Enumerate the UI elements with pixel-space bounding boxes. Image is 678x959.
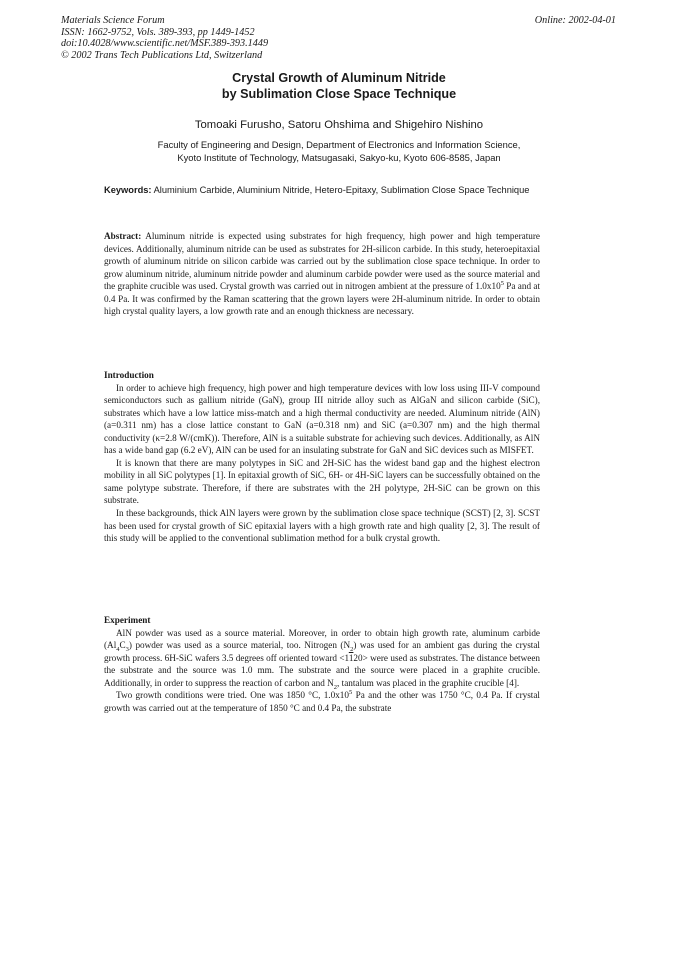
- keywords: [104, 184, 540, 196]
- introduction-paragraph-3: In these backgrounds, thick AlN layers were grown by the sublimation close space technique (SCST) [2, 3]. SCST has been used for crystal growth of SiC epitaxial layers with a high growth rate and high quality [2, 3]. The result of this study will be applied to the conventional sublimation method for a bulk crystal growth.: [104, 508, 540, 544]
- abstract-label: Abstract:: [104, 231, 142, 241]
- online-date: Online: 2002-04-01: [534, 15, 616, 26]
- author-list: Tomoaki Furusho, Satoru Ohshima and Shigehiro Nishino: [194, 119, 484, 131]
- abstract-paragraph: Abstract: Aluminum nitride is expected using substrates for high frequency, high power and high temperature devices. Additionally, aluminum nitride can be used as substrates for 2H-silicon carbide. In this study, heteroepitaxial growth of aluminum nitride on silicon carbide was carried out by the sublimation close space technique. In order to grow aluminum nitride, aluminum nitride powder and aluminum carbide powder were used as the source material and the graphite crucible was used. Crystal growth was carried out in nitrogen ambient at the pressure of $1.0x10^5$ Pa and at 0.4 Pa. It was confirmed by the Raman scattering that the grown layers were 2H-aluminum nitride. In order to obtain high crystal quality layers, a low growth rate and an enough thickness are necessary.: [104, 231, 540, 317]
- affiliation-line-2: Kyoto Institute of Technology, Matsugasaki, Sakyo-ku, Kyoto 606-8585, Japan: [177, 151, 501, 163]
- title-line-1: Crystal Growth of Aluminum Nitride: [232, 71, 446, 85]
- experiment-paragraph-1: AlN powder was used as a source material. Moreover, in order to obtain high growth rate, aluminum carbide $(Al_4C_3)$ powder was used as a source material, too. Nitrogen $(N_2)$ was used for an ambient gas during the crystal growth process. 6H-SiC wafers 3.5 degrees off oriented toward <1120> were used as substrates. The distance between the substrate and the source was 1.0 mm. The substrate and the source were placed in a graphite crucible. Additionally, in order to suppress the reaction of carbon and $N_2$, tantalum was placed in the graphite crucible [4].: [104, 627, 540, 691]
- issn-line: ISSN: 1662-9752, Vols. 389-393, pp 1449-1452: [61, 26, 255, 38]
- keywords-text: Aluminium Carbide, Aluminium Nitride, Hetero-Epitaxy, Sublimation Close Space Technique: [153, 185, 530, 195]
- affiliation-line-1: Faculty of Engineering and Design, Department of Electronics and Information Science,: [157, 139, 521, 150]
- title-line-2: by Sublimation Close Space Technique: [221, 86, 457, 101]
- experiment-heading: Experiment: [104, 615, 151, 625]
- paper-title: [0, 71, 678, 102]
- keywords-label: Keywords:: [104, 185, 152, 195]
- experiment-paragraph-2: Two growth conditions were tried. One was 1850 °C, $1.0x10^5$ Pa and the other was 1750 °C, 0.4 Pa. If crystal growth was carried out at the temperature of 1850 °C and 0.4 Pa, the substrate: [104, 689, 540, 713]
- publication-header: [61, 15, 268, 61]
- doi-link[interactable]: doi:10.4028/www.scientific.net/MSF.389-393.1449: [61, 38, 269, 50]
- copyright-line: © 2002 Trans Tech Publications Ltd, Switzerland: [61, 49, 263, 61]
- introduction-heading: Introduction: [104, 370, 154, 380]
- experiment-section: [104, 614, 540, 714]
- journal-name: Materials Science Forum: [61, 15, 165, 26]
- affiliation: [0, 139, 678, 164]
- introduction-paragraph-2: It is known that there are many polytypes in SiC and 2H-SiC has the widest band gap and the highest electron mobility in all SiC polytypes [1]. In epitaxial growth of SiC, 6H- or 4H-SiC layers can be successfully obtained on the same polytype substrate. Therefore, if there are substrates with the 2H polytype, 2H-SiC can be grown on this substrate.: [104, 457, 540, 506]
- introduction-paragraph-1: In order to achieve high frequency, high power and high temperature devices with low loss using III-V compound semiconductors such as gallium nitride (GaN), group III nitride alloy such as AlGaN and silicon carbide (SiC), substrates which have a low lattice miss-match and a high thermal conductivity are needed. Aluminum nitride (AlN) (a=0.311 nm) has a close lattice constant to GaN (a=0.318 nm) and SiC (a=0.307 nm) and the high thermal conductivity (κ=2.8 W/(cmK)). Therefore, AlN is a suitable substrate for achieving such devices. Additionally, as AlN has a wide band gap (6.2 eV), AlN can be used for an insulating substrate for GaN and SiC devices such as MISFET.: [104, 382, 540, 456]
- abstract-section: [104, 230, 540, 318]
- introduction-section: [104, 369, 540, 545]
